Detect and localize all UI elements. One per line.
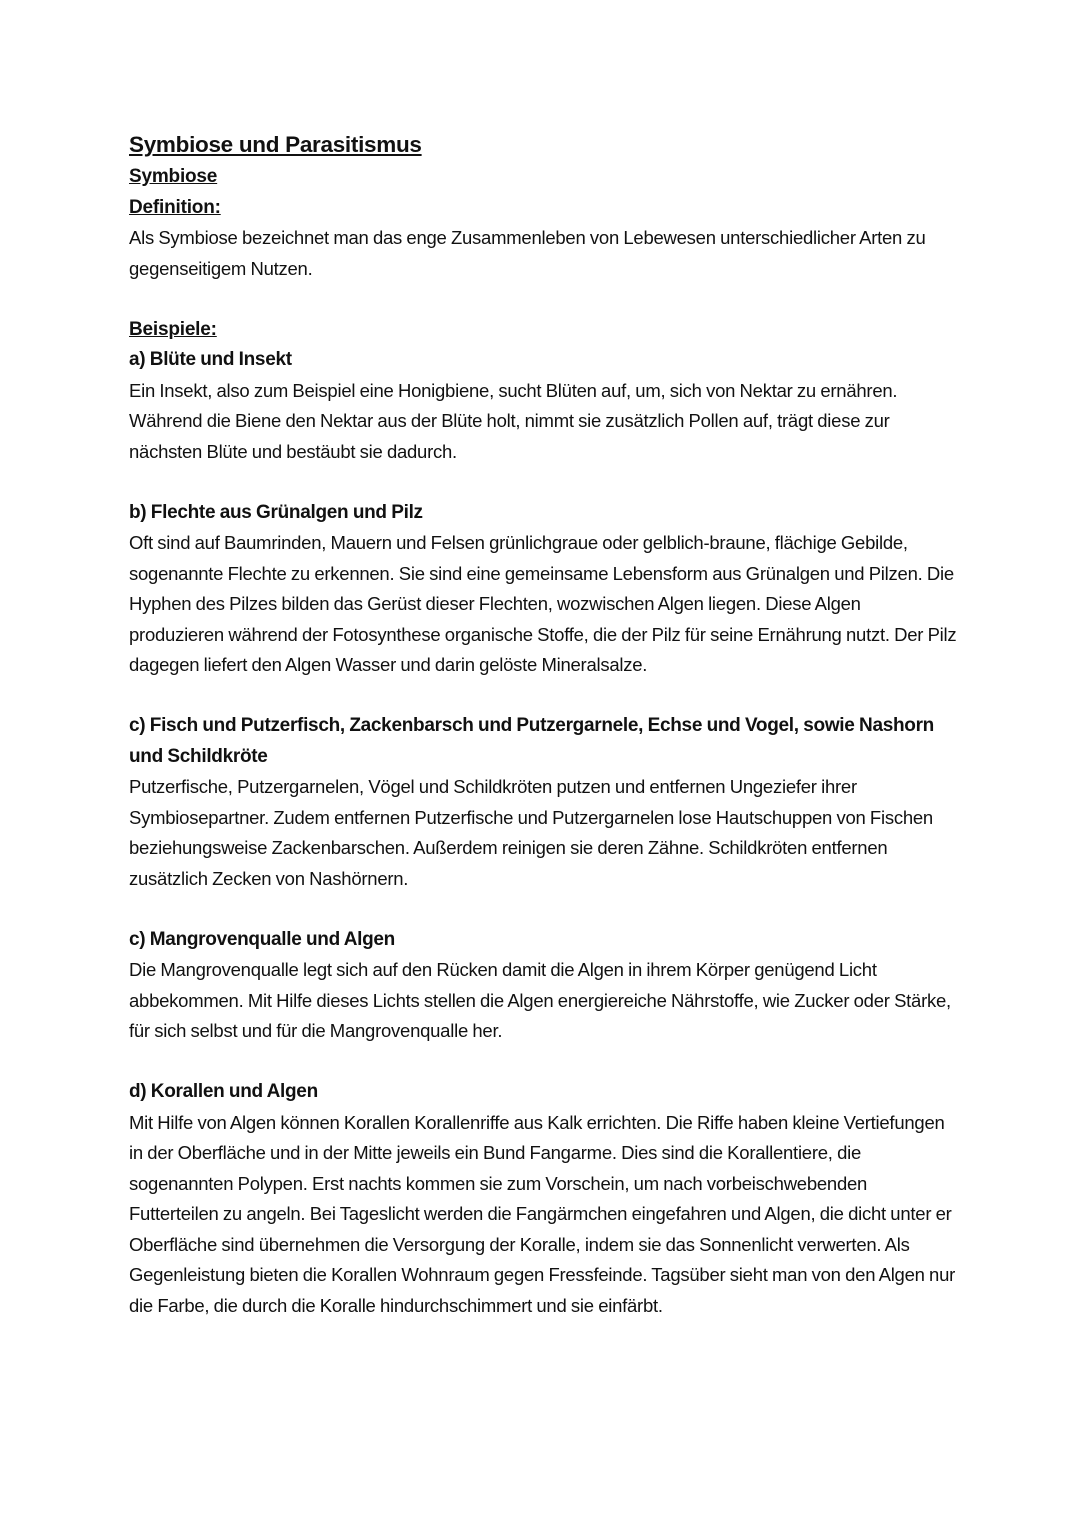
example-mangrovenqualle [129,925,959,1047]
document-page [129,128,959,1321]
example-heading: c) Fisch und Putzerfisch, Zackenbarsch und Putzergarnele, Echse und Vogel, sowie Nashorn und Schildkröte [129,715,934,767]
example-heading: b) Flechte aus Grünalgen und Pilz [129,501,423,523]
spacer [129,1047,959,1078]
spacer [129,284,959,315]
section-heading-symbiose: Symbiose [129,166,218,187]
example-blute-insekt [129,345,959,467]
example-heading: d) Korallen und Algen [129,1081,318,1102]
example-putzer [129,711,959,894]
document-title: Symbiose und Parasitismus [129,132,422,157]
spacer [129,681,959,712]
definition-text: Als Symbiose bezeichnet man das enge Zusammenleben von Lebewesen unterschiedlicher Arten zu gegenseitigem Nutzen. [129,227,926,279]
example-heading: c) Mangrovenqualle und Algen [129,928,395,950]
example-text: Oft sind auf Baumrinden, Mauern und Felsen grünlichgraue oder gelblich-braune, flächige Gebilde, sogenannte Flechte zu erkennen. Sie sind eine gemeinsame Lebensform aus Grünalgen und Pilzen. Die Hyphen des Pilzes bilden das Gerüst dieser Flechten, wozwischen Algen liegen. Diese Algen produzieren während der Fotosynthese organische Stoffe, die der Pilz für seine Ernährung nutzt. Der Pilz dagegen liefert den Algen Wasser und darin gelöste Mineralsalze. [129,532,957,675]
example-text: Putzerfische, Putzergarnelen, Vögel und Schildkröten putzen und entfernen Ungeziefer ihrer Symbiosepartner. Zudem entfernen Putzerfische und Putzergarnelen lose Hautschuppen von Fischen beziehungsweise Zackenbarschen. Außerdem reinigen sie deren Zähne. Schildkröten entfernen zusätzlich Zecken von Nashörnern. [129,776,933,889]
example-text: Ein Insekt, also zum Beispiel eine Honigbiene, sucht Blüten auf, um, sich von Nektar zu ernähren. Während die Biene den Nektar aus der Blüte holt, nimmt sie zusätzlich Pollen auf, trägt diese zur nächsten Blüte und bestäubt sie dadurch. [129,379,898,462]
example-flechte [129,498,959,681]
example-text: Die Mangrovenqualle legt sich auf den Rücken damit die Algen in ihrem Körper genügend Licht abbekommen. Mit Hilfe dieses Lichts stellen die Algen energiereiche Nährstoffe, wie Zucker oder Stärke, für sich selbst und für die Mangrovenqualle her. [129,959,951,1041]
examples-label: Beispiele: [129,318,217,340]
spacer [129,467,959,498]
example-text: Mit Hilfe von Algen können Korallen Korallenriffe aus Kalk errichten. Die Riffe haben kleine Vertiefungen in der Oberfläche und in der Mitte jeweils ein Bund Fangarme. Dies sind die Korallentiere, die sogenannten Polypen. Erst nachts kommen sie zum Vorschein, um nach vorbeischwebenden Futterteilen zu angeln. Bei Tageslicht werden die Fangärmchen eingefahren und Algen, die dicht unter er Oberfläche sind übernehmen die Versorgung der Koralle, indem sie das Sonnenlicht verwerten. Als Gegenleistung bieten die Korallen Wohnraum gegen Fressfeinde. Tagsüber sieht man von den Algen nur die Farbe, die durch die Koralle hindurchschimmert und sie einfärbt. [129,1111,956,1316]
definition-label: Definition: [129,196,221,218]
spacer [129,894,959,925]
example-heading: a) Blüte und Insekt [129,349,292,370]
example-korallen [129,1077,959,1321]
